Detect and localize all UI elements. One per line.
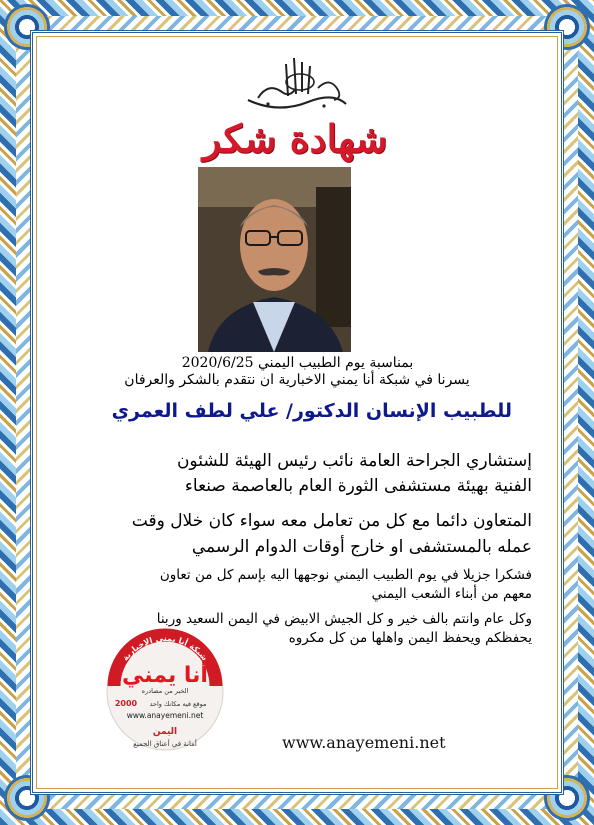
- thanks-line-1: فشكرا جزيلا في يوم الطبيب اليمني نوجهها اليه بإسم كل من تعاون: [159, 567, 532, 583]
- thanks-line-2: معهم من أبناء الشعب اليمني: [371, 586, 532, 602]
- calligraphy-emblem-icon: [238, 52, 354, 114]
- role-line-2: الفنية بهيئة مستشفى الثورة العام بالعاصمة صنعاء: [184, 476, 532, 496]
- wish-line-1: وكل عام وانتم بالف خير و كل الجيش الابيض في اليمن السعيد وربنا: [156, 611, 532, 627]
- logo-motto: أمانة في أعناق الجميع: [133, 740, 197, 748]
- anayemeni-logo: [100, 626, 230, 766]
- logo-url: www.anayemeni.net: [126, 711, 204, 720]
- intro-line: يسرنا في شبكة أنا يمني الاخبارية ان نتقدم بالشكر والعرفان: [124, 372, 470, 388]
- praise-line-1: المتعاون دائما مع كل من تعامل معه سواء كان خلال وقت: [131, 511, 532, 531]
- role-line-1: إستشاري الجراحة العامة نائب رئيس الهيئة للشئون: [176, 451, 532, 471]
- certificate-title: شهادة شكر: [202, 116, 388, 161]
- wish-line-2: يحفظكم ويحفظ اليمن واهلها من كل مكروه: [288, 630, 532, 646]
- honoree-photo: [198, 167, 351, 352]
- website-link[interactable]: www.anayemeni.net: [282, 733, 446, 752]
- honoree-name: للطبيب الإنسان الدكتور/ علي لطف العمري: [111, 400, 512, 422]
- logo-year: 2000: [114, 699, 138, 708]
- logo-arc-text: شبكة أنا يمني الإخبارية: [120, 633, 210, 663]
- logo-slogan: موقع فيه مكانك واحد: [149, 700, 207, 708]
- logo-country: اليمن: [152, 727, 178, 737]
- occasion-line: بمناسبة يوم الطبيب اليمني 2020/6/25: [181, 355, 414, 371]
- praise-line-2: عمله بالمستشفى او خارج أوقات الدوام الرسمي: [191, 537, 532, 557]
- logo-tagline: الخبر من مصادره: [141, 687, 189, 695]
- logo-brand: أنا يمني: [122, 663, 208, 688]
